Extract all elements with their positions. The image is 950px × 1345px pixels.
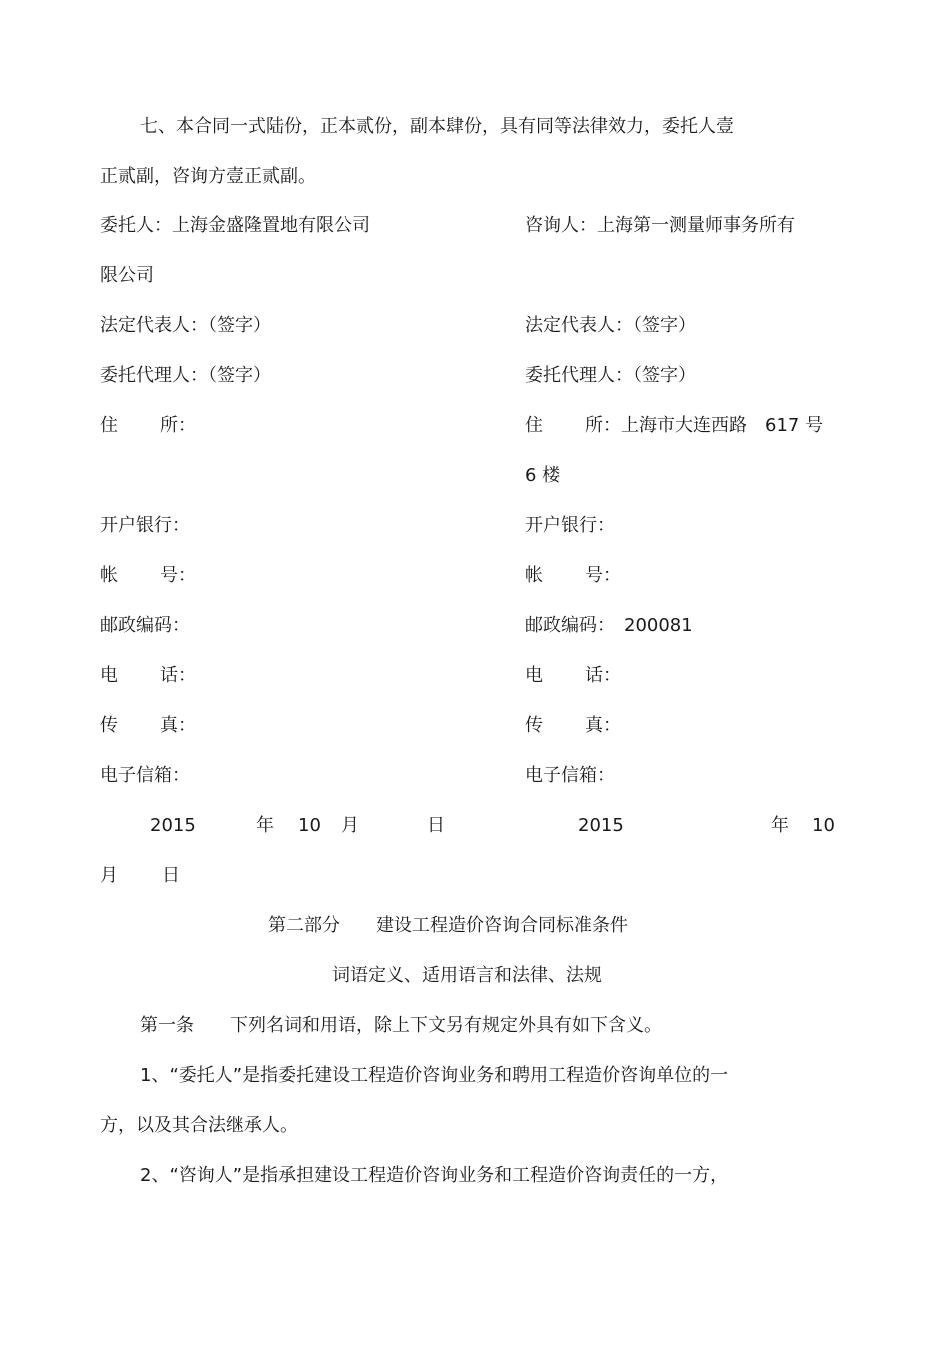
consultant-agent: 委托代理人：（签字） xyxy=(525,365,696,386)
consultant-account-label-b: 号： xyxy=(585,565,621,586)
client-address-label-a: 住 xyxy=(100,415,118,436)
consultant-fax-label-a: 传 xyxy=(525,715,543,736)
item-one-line-1: 1、“委托人”是指委托建设工程造价咨询业务和聘用工程造价咨询单位的一 xyxy=(140,1065,729,1086)
client-email: 电子信箱： xyxy=(100,765,190,786)
part-two-heading: 第二部分 建设工程造价咨询合同标准条件 xyxy=(268,915,628,936)
client-date-month: 10 xyxy=(298,815,321,836)
client-account-label-a: 帐 xyxy=(100,565,118,586)
client-account-label-b: 号： xyxy=(160,565,196,586)
client-postcode: 邮政编码： xyxy=(100,615,190,636)
consultant-account-label-a: 帐 xyxy=(525,565,543,586)
item-one-line-2: 方，以及其合法继承人。 xyxy=(100,1115,298,1136)
consultant-date-month-unit: 月 xyxy=(100,865,118,886)
consultant-bank: 开户银行： xyxy=(525,515,615,536)
consultant-email: 电子信箱： xyxy=(525,765,615,786)
article-one: 第一条 下列名词和用语，除上下文另有规定外具有如下含义。 xyxy=(140,1015,662,1036)
client-date-month-unit: 月 xyxy=(341,815,359,836)
consultant-postcode: 邮政编码： 200081 xyxy=(525,615,693,636)
consultant-address-line-2: 6 楼 xyxy=(525,465,561,486)
client-date-year: 2015 xyxy=(150,815,196,836)
client-address-label-b: 所： xyxy=(160,415,196,436)
consultant-date-year-unit: 年 xyxy=(771,815,789,836)
consultant-name: 咨询人：上海第一测量师事务所有 xyxy=(525,215,795,236)
consultant-date-year: 2015 xyxy=(578,815,624,836)
client-date-day-unit: 日 xyxy=(427,815,445,836)
client-fax-label-b: 真： xyxy=(160,715,196,736)
clause-seven-line-2: 正贰副，咨询方壹正贰副。 xyxy=(100,166,316,187)
client-date-year-unit: 年 xyxy=(256,815,274,836)
client-phone-label-b: 话： xyxy=(160,665,196,686)
client-fax-label-a: 传 xyxy=(100,715,118,736)
consultant-legal-rep: 法定代表人：（签字） xyxy=(525,315,696,336)
consultant-fax-label-b: 真： xyxy=(585,715,621,736)
client-bank: 开户银行： xyxy=(100,515,190,536)
client-legal-rep: 法定代表人：（签字） xyxy=(100,315,271,336)
item-two-line-1: 2、“咨询人”是指承担建设工程造价咨询业务和工程造价咨询责任的一方， xyxy=(140,1165,729,1186)
client-phone-label-a: 电 xyxy=(100,665,118,686)
consultant-phone-label-b: 话： xyxy=(585,665,621,686)
client-agent: 委托代理人：（签字） xyxy=(100,365,271,386)
consultant-address-value: 所：上海市大连西路 617 号 xyxy=(585,415,824,436)
consultant-phone-label-a: 电 xyxy=(525,665,543,686)
part-two-subheading: 词语定义、适用语言和法律、法规 xyxy=(332,965,602,986)
consultant-date-month: 10 xyxy=(812,815,835,836)
clause-seven-line-1: 七、本合同一式陆份，正本贰份，副本肆份，具有同等法律效力，委托人壹 xyxy=(140,116,734,137)
consultant-date-day-unit: 日 xyxy=(162,865,180,886)
consultant-address-label-a: 住 xyxy=(525,415,543,436)
client-name-continued: 限公司 xyxy=(100,265,154,286)
client-name: 委托人：上海金盛隆置地有限公司 xyxy=(100,215,370,236)
